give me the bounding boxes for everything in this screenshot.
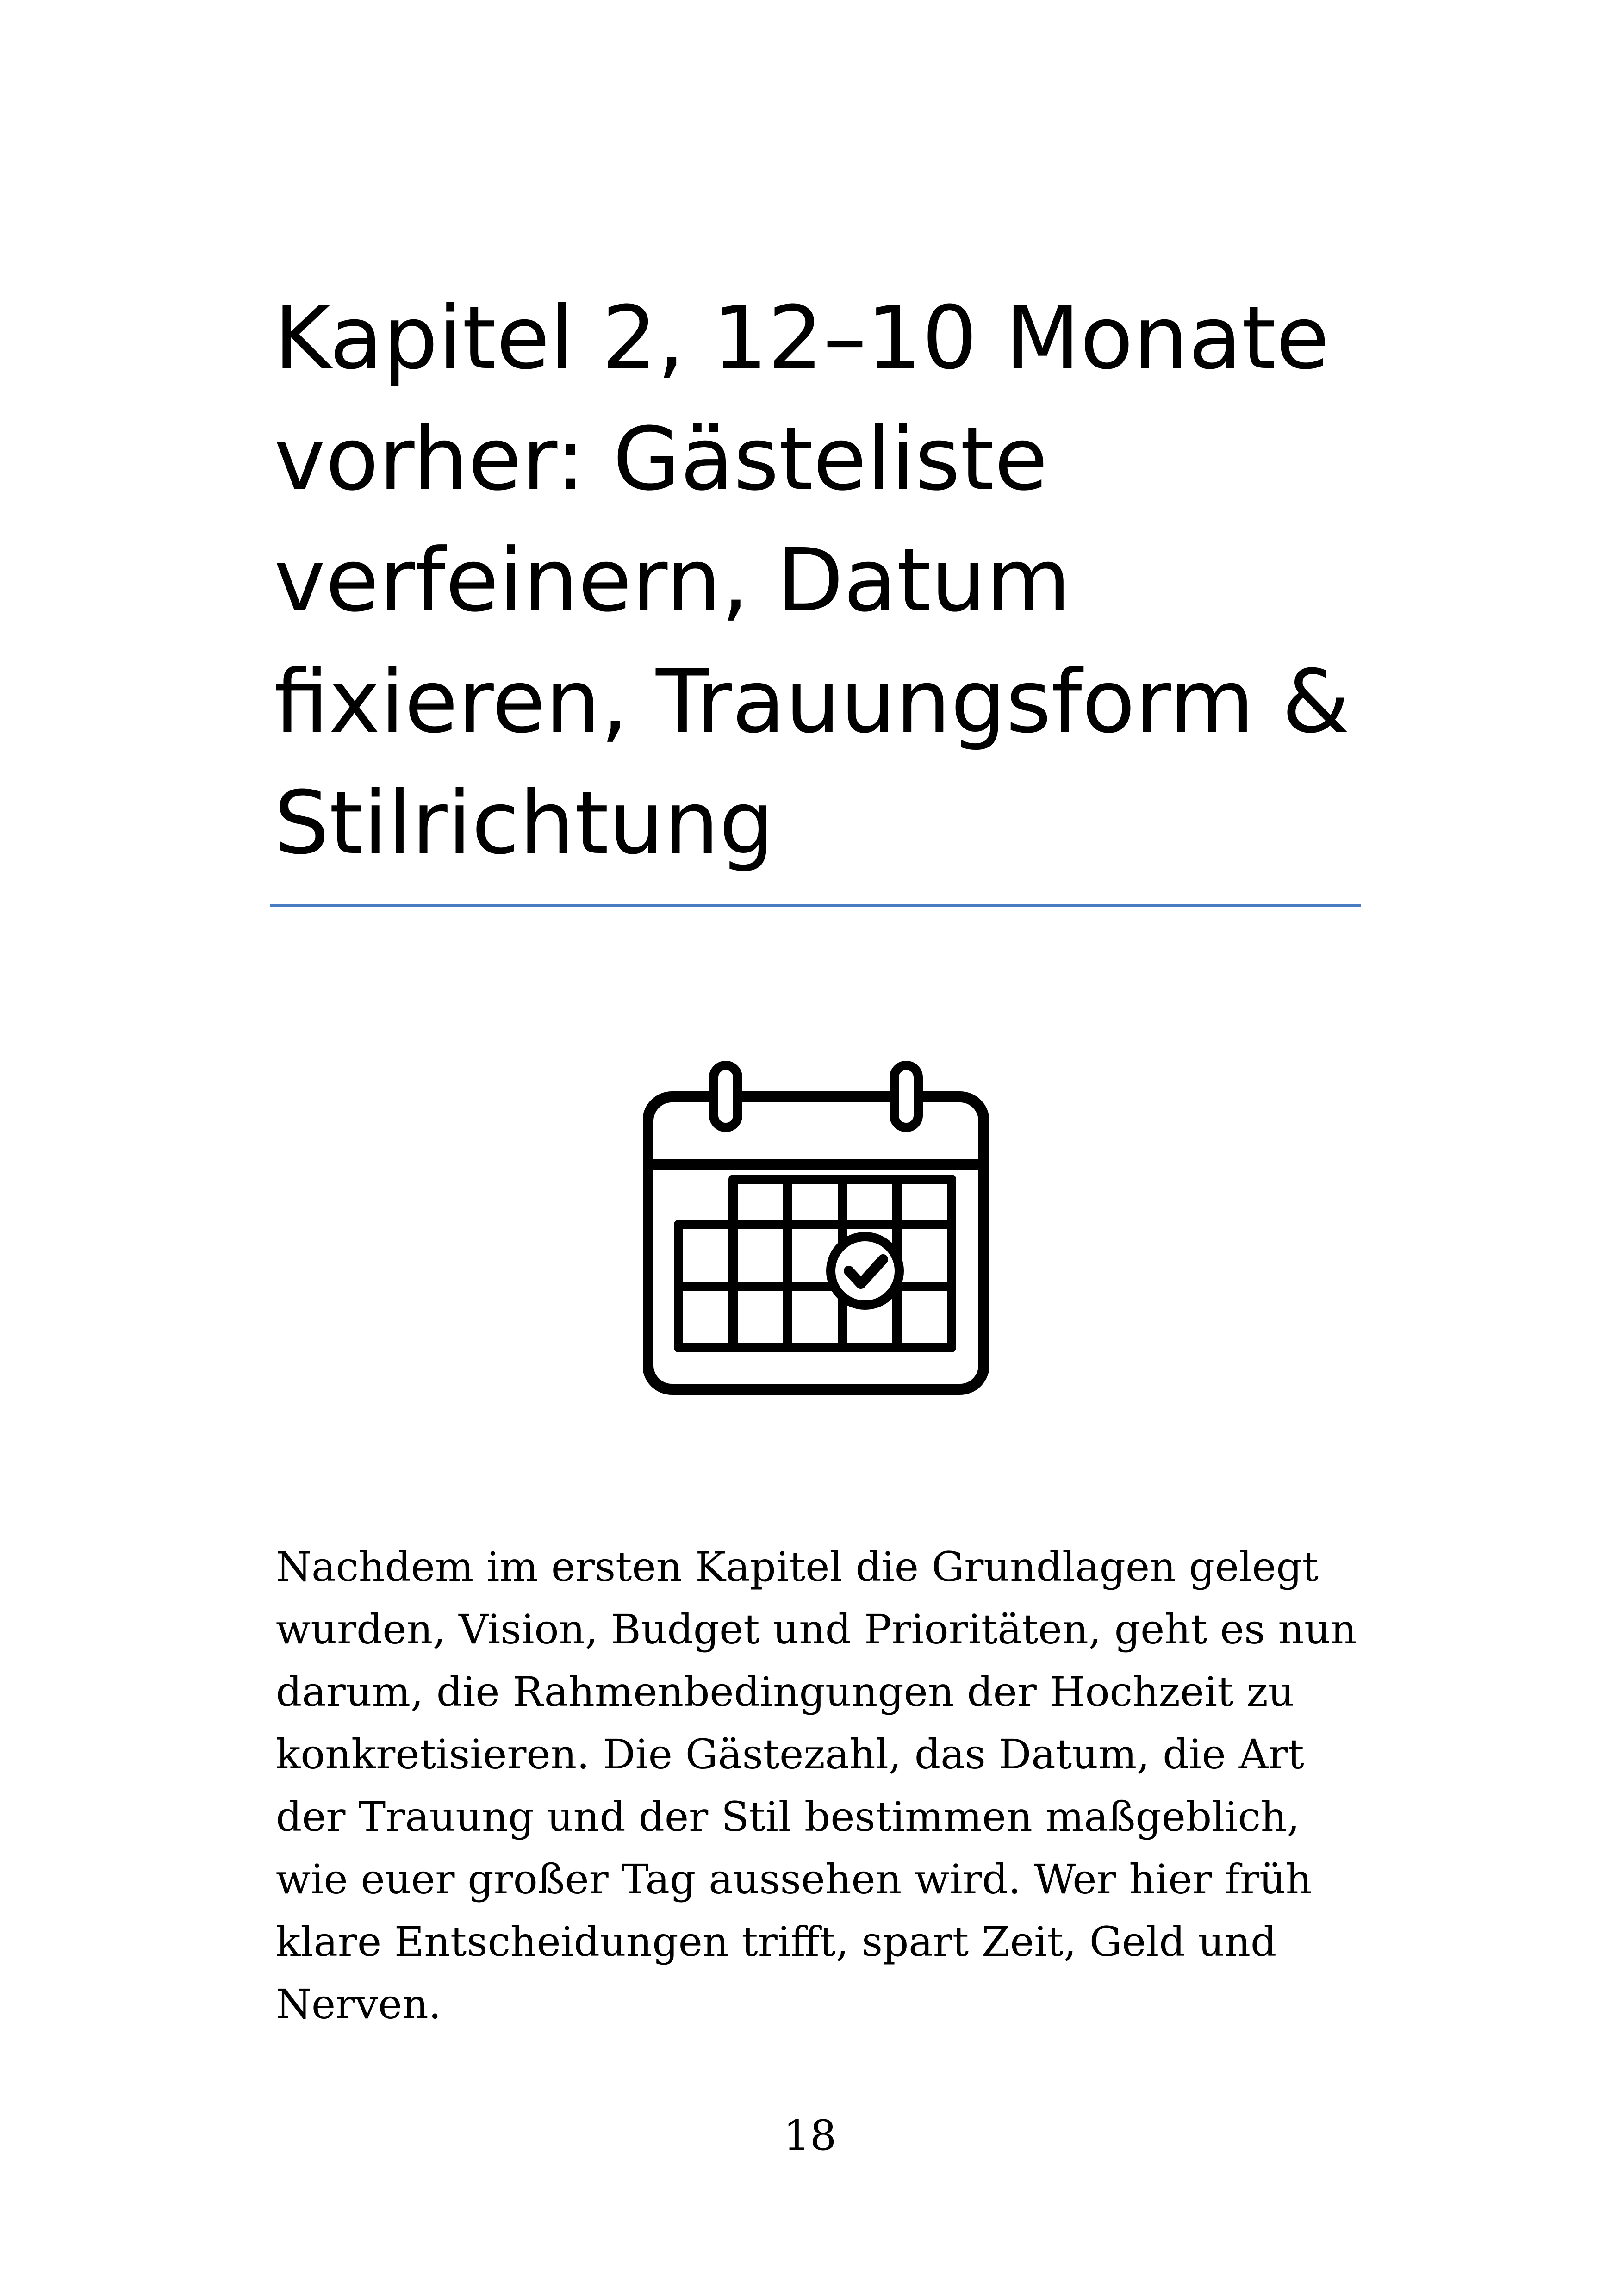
intro-paragraph: Nachdem im ersten Kapitel die Grundlagen gelegt wurden, Vision, Budget und Prioritäten, geht es nun darum, die Rahmenbedingungen der Hochzeit zu konkretisieren. Die Gästezahl, das Datum, die Art der Trauung und der Stil bestimmen maßgeblich, wie euer großer Tag aussehen wird. Wer hier früh klare Entscheidungen trifft, spart Zeit, Geld und Nerven. (276, 1543, 1357, 2028)
page-number: 18 (783, 2111, 837, 2160)
chapter-title: Kapitel 2, 12–10 Monate vorher: Gästeliste verfeinern, Datum fixieren, Trauungsform & Stilrichtung (274, 287, 1350, 874)
calendar-check-icon (643, 1059, 989, 1396)
title-divider (270, 904, 1361, 907)
